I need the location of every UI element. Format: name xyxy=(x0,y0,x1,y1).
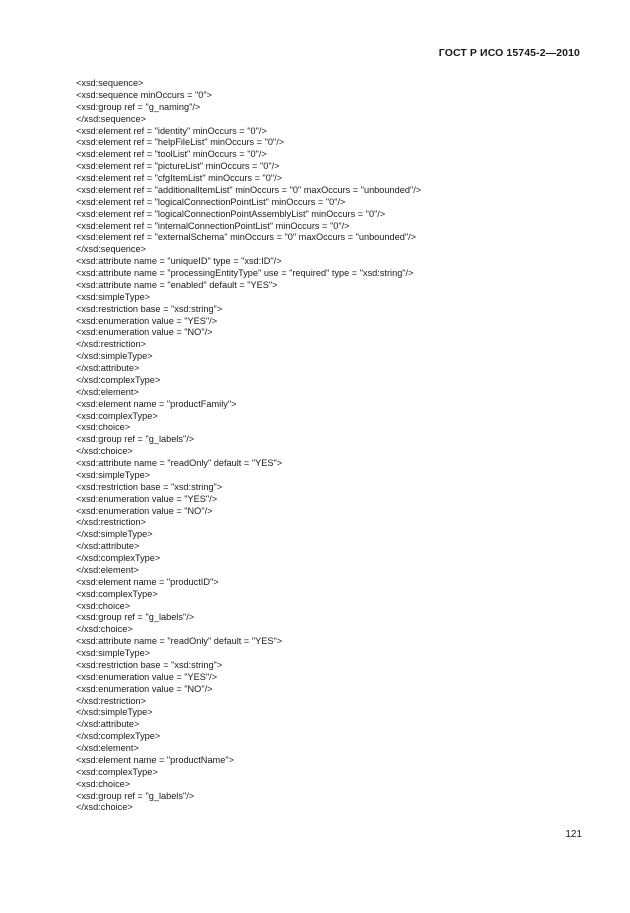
code-line: <xsd:complexType> xyxy=(76,410,158,421)
code-line: <xsd:sequence> xyxy=(76,78,144,88)
code-line: <xsd:element ref = "helpFileList" minOccurs = "0"/> xyxy=(76,137,285,148)
code-line: <xsd:attribute name = "readOnly" default = "YES"> xyxy=(76,458,283,468)
code-line: </xsd:element> xyxy=(76,386,139,397)
code-line: </xsd:restriction> xyxy=(76,517,146,528)
code-line: <xsd:element ref = "logicalConnectionPointList" minOccurs = "0"/> xyxy=(76,196,346,207)
code-line: <xsd:restriction base = "xsd:string"> xyxy=(76,481,223,492)
code-line: <xsd:group ref = "g_naming"/> xyxy=(76,101,201,112)
code-line: </xsd:restriction> xyxy=(76,339,146,350)
code-line: <xsd:element ref = "pictureList" minOccurs = "0"/> xyxy=(76,161,280,172)
code-line: </xsd:attribute> xyxy=(76,719,140,730)
code-line: </xsd:simpleType> xyxy=(76,707,153,718)
code-line: </xsd:attribute> xyxy=(76,541,140,552)
page-number: 121 xyxy=(565,829,582,840)
xsd-code-listing xyxy=(76,78,421,814)
code-line: </xsd:restriction> xyxy=(76,695,146,706)
code-line: <xsd:enumeration value = "YES"/> xyxy=(76,493,218,504)
code-line: </xsd:sequence> xyxy=(76,244,146,255)
code-line: <xsd:simpleType> xyxy=(76,469,151,480)
code-line: <xsd:enumeration value = "YES"/> xyxy=(76,671,218,682)
code-line: </xsd:choice> xyxy=(76,446,133,457)
code-line: <xsd:element ref = "additionalItemList" minOccurs = "0" maxOccurs = "unbounded"/> xyxy=(76,184,422,195)
code-line: <xsd:enumeration value = "NO"/> xyxy=(76,683,213,694)
code-line: <xsd:element name = "productID"> xyxy=(76,576,219,587)
code-line: <xsd:sequence minOccurs = "0"> xyxy=(76,89,212,100)
code-line: <xsd:choice> xyxy=(76,422,131,433)
code-line: <xsd:complexType> xyxy=(76,588,158,599)
code-line: </xsd:complexType> xyxy=(76,374,161,385)
code-line: <xsd:enumeration value = "NO"/> xyxy=(76,327,213,338)
code-line: <xsd:element ref = "identity" minOccurs = "0"/> xyxy=(76,125,267,136)
code-line: <xsd:complexType> xyxy=(76,766,158,777)
page-header-standard-code: ГОСТ Р ИСО 15745-2—2010 xyxy=(438,47,580,59)
code-line: <xsd:group ref = "g_labels"/> xyxy=(76,612,195,623)
code-line: <xsd:attribute name = "processingEntityType" use = "required" type = "xsd:string"/> xyxy=(76,268,414,278)
code-line: </xsd:choice> xyxy=(76,802,133,813)
code-line: <xsd:restriction base = "xsd:string"> xyxy=(76,303,223,314)
code-line: <xsd:element name = "productName"> xyxy=(76,754,234,765)
code-line: </xsd:element> xyxy=(76,564,139,575)
code-line: <xsd:simpleType> xyxy=(76,648,151,658)
code-line: </xsd:simpleType> xyxy=(76,351,153,362)
code-line: <xsd:element ref = "toolList" minOccurs = "0"/> xyxy=(76,149,267,160)
code-line: <xsd:attribute name = "readOnly" default = "YES"> xyxy=(76,636,283,647)
code-line: <xsd:element ref = "logicalConnectionPointAssemblyList" minOccurs = "0"/> xyxy=(76,208,386,219)
code-line: <xsd:enumeration value = "YES"/> xyxy=(76,315,218,326)
code-line: </xsd:simpleType> xyxy=(76,529,153,540)
code-line: <xsd:attribute name = "enabled" default = "YES"> xyxy=(76,279,278,290)
code-line: <xsd:element name = "productFamily"> xyxy=(76,398,237,409)
code-line: <xsd:attribute name = "uniqueID" type = "xsd:ID"/> xyxy=(76,256,282,267)
code-line: </xsd:choice> xyxy=(76,624,133,635)
code-line: <xsd:group ref = "g_labels"/> xyxy=(76,434,195,445)
code-line: </xsd:complexType> xyxy=(76,731,161,742)
code-line: <xsd:element ref = "internalConnectionPointList" minOccurs = "0"/> xyxy=(76,220,350,231)
code-line: <xsd:choice> xyxy=(76,778,131,789)
code-line: <xsd:group ref = "g_labels"/> xyxy=(76,790,195,801)
code-line: <xsd:enumeration value = "NO"/> xyxy=(76,505,213,516)
code-line: <xsd:element ref = "cfgItemList" minOccurs = "0"/> xyxy=(76,173,283,183)
code-line: <xsd:restriction base = "xsd:string"> xyxy=(76,659,223,670)
code-line: </xsd:element> xyxy=(76,743,139,753)
code-line: </xsd:sequence> xyxy=(76,113,146,124)
code-line: <xsd:simpleType> xyxy=(76,291,151,302)
code-line: <xsd:element ref = "externalSchema" minOccurs = "0" maxOccurs = "unbounded"/> xyxy=(76,232,417,243)
code-line: </xsd:complexType> xyxy=(76,553,161,563)
code-line: <xsd:choice> xyxy=(76,600,131,611)
code-line: </xsd:attribute> xyxy=(76,363,140,373)
